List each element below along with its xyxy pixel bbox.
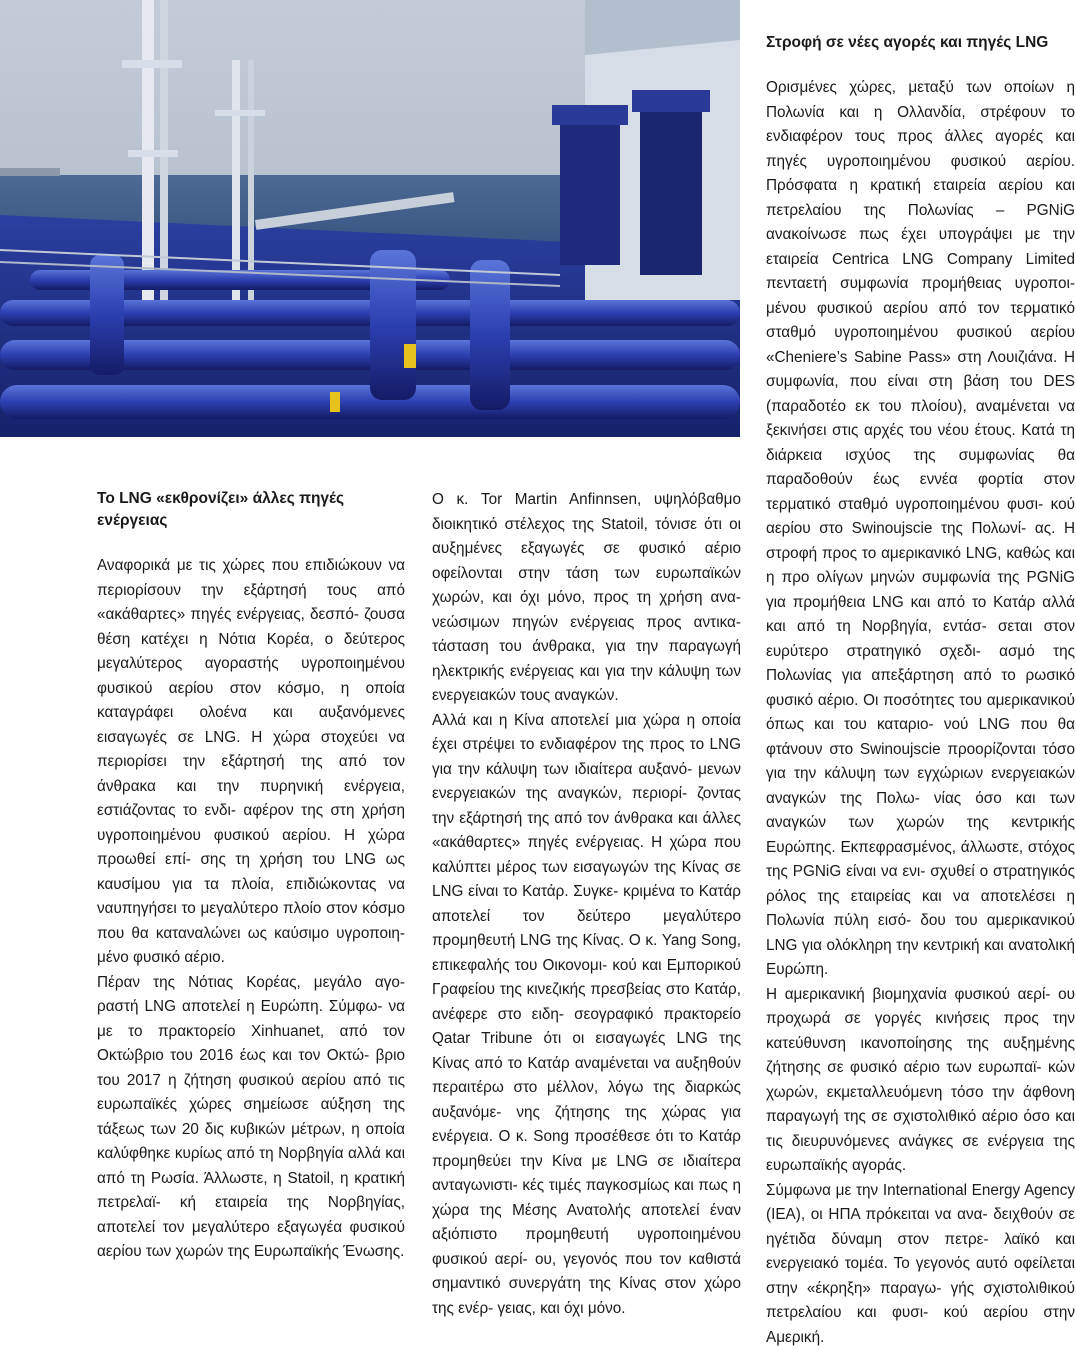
- paragraph-europe: Πέραν της Νότιας Κορέας, μεγάλο αγο- ραστή LNG αποτελεί η Ευρώπη. Σύμφω- να με το πρακτορείο Xinhuanet, από τον Οκτώβριο του 2016 έως και τον Οκτώ- βριο του 2017 η ζήτηση φυσικού αερίου από τις ευρωπαϊκές χώρες σημείωσε αύξηση της τάξεως των 20 δις κυβικών μέτρων, η οποία καλύφθηκε κυρίως από τη Νορβηγία αλλά και από τη Ρωσία. Άλλωστε, η Statoil, η κρατική πετρελαϊ- κή εταιρεία της Νορβηγίας, αποτελεί τον μεγαλύτερο εξαγωγέα φυσικού αερίου των χωρών της Ευρωπαϊκής Ένωσης.: [97, 971, 405, 1265]
- article-column-3: [766, 32, 1075, 1350]
- paragraph-iea: Σύμφωνα με την International Energy Agency (IEA), οι ΗΠΑ πρόκειται να ανα- δειχθούν σε ηγέτιδα δύναμη στον πετρε- λαϊκό και ενεργειακό τομέα. Το γεγονός αυτό οφείλεται στην «έκρηξη» παραγω- γής σχιστολιθικού πετρελαίου και φυσι- κού αερίου στην Αμερική.: [766, 1179, 1075, 1350]
- section-heading-lng-dethrones: Το LNG «εκθρονίζει» άλλες πηγές ενέργειας: [97, 488, 405, 532]
- paragraph-china-qatar: Αλλά και η Κίνα αποτελεί μια χώρα η οποία έχει στρέψει το ενδιαφέρον της προς το LNG για την κάλυψη των ιδιαίτερα αυξανό- μενων ενεργειακών της αναγκών, περιορί- ζοντας την εξάρτησή της από τον άνθρακα και άλλες «ακάθαρτες» πηγές ενέργειας. Η χώρα που καλύπτει μέρος των εισαγωγών της Κίνας σε LNG είναι το Κατάρ. Συγκε- κριμένα το Κατάρ αποτελεί τον δεύτερο μεγαλύτερο προμηθευτή LNG της Κίνας. Ο κ. Yang Song, επικεφαλής του Οικονομι- κού και Εμπορικού Γραφείου της κινεζικής πρεσβείας στο Κατάρ, ανέφερε στο ειδη- σεογραφικό πρακτορείο Qatar Tribune ότι οι εισαγωγές LNG της Κίνας από το Κατάρ αναμένεται να αυξηθούν περαιτέρω στο μέλλον, λόγω της διαρκώς αυξανόμε- νης ζήτησης της χώρας για ενέργεια. Ο κ. Song προσέθεσε ότι το Κατάρ προμηθεύει την Κίνα με LNG σε ιδιαίτερα ανταγωνιστι- κές τιμές παγκοσμίως και πως η χώρα της Μέσης Ανατολής αποτελεί έναν αξιόπιστο προμηθευτή υγροποιημένου φυσικού αερί- ου, γεγονός που τον καθιστά σημαντικό συνεργάτη της Κίνας στον χώρο της ενέρ- γειας, και όχι μόνο.: [432, 709, 741, 1322]
- paragraph-south-korea: Αναφορικά με τις χώρες που επιδιώκουν να περιορίσουν την εξάρτησή τους από «ακάθαρτες» πηγές ενέργειας, δεσπό- ζουσα θέση κατέχει η Νότια Κορέα, ο δεύτερος μεγαλύτερος αγοραστής υγροποιημένου φυσικού αερίου στον κόσμο, η οποία καταγράφει ολοένα και αυξανόμενες εισαγωγές σε LNG. Η χώρα στοχεύει να περιορίσει την εξάρτησή της από τον άνθρακα και την πυρηνική ενέργεια, εστιάζοντας το ενδι- αφέρον της στη χρήση υγροποιημένου φυσικού αερίου. Η χώρα προωθεί επί- σης τη χρήση του LNG ως καυσίμου για τα πλοία, επιδιώκοντας να ναυπηγήσει το μεγαλύτερο πλοίο στον κόσμο που θα καταναλώνει ως καύσιμο υγροποιη- μένο φυσικό αέριο.: [97, 554, 405, 971]
- lng-tanker-photo: [0, 0, 740, 437]
- section-heading-new-markets: Στροφή σε νέες αγορές και πηγές LNG: [766, 32, 1075, 54]
- paragraph-poland-pgnig: Ορισμένες χώρες, μεταξύ των οποίων η Πολωνία και η Ολλανδία, στρέφουν το ενδιαφέρον τους προς άλλες αγορές και πηγές υγροποιημένου φυσικού αερίου. Πρόσφατα η κρατική εταιρεία αερίου και πετρελαίου της Πολωνίας – PGNiG ανακοίνωσε πως έχει υπογράψει με την εταιρεία Centrica LNG Company Limited πενταετή συμφωνία προμήθειας υγροποι- μένου φυσικού αερίου από τον τερματικό σταθμό υγροποιημένου φυσικού αερίου «Cheniere’s Sabine Pass» στη Λουιζιάνα. Η συμφωνία, που είναι στη βάση του DES (παραδοτέο εκ του πλοίου), αναμένεται να ξεκινήσει στις αρχές του νέου έτους. Κατά τη διάρκεια ισχύος της συμφωνίας θα παραδοθούν έως εννέα φορτία στον τερματικό σταθμό υγροποιημένου φυσι- κού αερίου στο Swinoujscie της Πολωνί- ας. Η στροφή προς το αμερικανικό LNG, καθώς και η προ ολίγων μηνών συμφωνία της PGNiG για προμήθεια LNG και από το Κατάρ αλλά και από τη Νορβηγία, εντάσ- σεται στον ευρύτερο στρατηγικό σχεδι- ασμό της Πολωνίας για απεξάρτηση από το ρωσικό φυσικό αέριο. Οι ποσότητες του αμερικανικού όπως και του καταριο- νού LNG που θα φτάνουν στο Swinoujscie προορίζονται τόσο για την κάλυψη των εγχώριων ενεργειακών αναγκών της Πολω- νίας όσο και των αναγκών των χωρών της κεντρικής Ευρώπης. Εκπεφρασμένος, άλλωστε, στόχος της PGNiG είναι να ενι- σχυθεί ο στρατηγικός ρόλος της εταιρείας και να αποτελέσει η Πολωνία πύλη εισό- δου του αμερικανικού LNG για ολόκληρη την κεντρική και ανατολική Ευρώπη.: [766, 76, 1075, 983]
- article-column-2: [432, 488, 741, 1321]
- paragraph-us-industry: Η αμερικανική βιομηχανία φυσικού αερί- ου προχωρά σε γοργές κινήσεις προς την κατεύθυνση ικανοποίησης της αυξημένης ζήτησης σε φυσικό αέριο των ευρωπαϊ- κών χωρών, εκμεταλλευόμενη τόσο την άφθονη παραγωγή της σε σχιστολιθικό αέριο όσο και τις διευρυνόμενες ανάγκες σε ενέργεια της ευρωπαϊκής αγοράς.: [766, 983, 1075, 1179]
- paragraph-statoil: Ο κ. Tor Martin Anfinnsen, υψηλόβαθμο διοικητικό στέλεχος της Statoil, τόνισε ότι οι αυξημένες εξαγωγές σε φυσικό αέριο οφείλονται στην τάση των ευρωπαϊκών χωρών, και όχι μόνο, προς τη χρήση ανα- νεώσιμων πηγών ενέργειας προς αντικα- τάσταση του άνθρακα, για την παραγωγή ηλεκτρικής ενέργειας και για την κάλυψη των ενεργειακών τους αναγκών.: [432, 488, 741, 709]
- article-column-1: [97, 488, 405, 1265]
